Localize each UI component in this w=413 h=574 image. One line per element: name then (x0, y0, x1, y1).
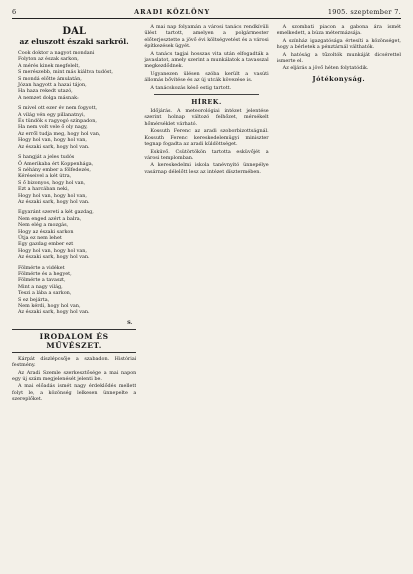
poem-line: Nem elég a mozgás, (18, 222, 69, 229)
poem-line: Ha nem volt vele ő oly nagy, (18, 124, 88, 131)
divider (154, 94, 258, 95)
section-title-hirek: HÍREK. (191, 98, 222, 107)
article-paragraph: A színház igazgatósága értesíti a közönséget, hogy a bérletek a pénztárnál válthatók. (276, 37, 401, 51)
poem-line: Mint a nagy világ, (18, 283, 63, 290)
article-paragraph: A hatóság a tűzoltók munkáját dicsérettel ismerte el. (276, 51, 401, 65)
poem-line: Egy gazdag ember ezt (18, 241, 74, 248)
poem-stanza (18, 50, 136, 101)
poem-line: Fölmérte a tavaszt, (18, 277, 66, 284)
article-paragraph: Ugyanezen ülésen szóba került a vasúti állomás bővítése és az új utcák kövezése is. (144, 70, 269, 84)
poem-line: Fölmérte a vidéket (18, 264, 65, 271)
poem-line: Hogy hol van, hogy hol van, (18, 192, 87, 199)
poem-line: Nem enged azért a balra, (18, 215, 82, 222)
poem-line: Teszi a lába a sarkon, (18, 290, 72, 297)
poem-line: Cook doktor a nagyot mondani (18, 50, 95, 56)
news-item: Esküvő. Csütörtökön tartotta esküvőjét a városi templomban. (144, 148, 269, 161)
poem-line: Az északi sark, hogy hol van. (18, 198, 90, 205)
poem-line: S mivel ott ezer év nem fogyott, (18, 105, 98, 112)
article-paragraph: Az Aradi Szemle szerkesztősége a mai napon egy új szám megjelenését jelenti be. (12, 369, 137, 383)
poem-body (12, 50, 136, 316)
poem-line: Ha haza rekedt utazó, (18, 88, 73, 95)
poem-line: S mondá előtte ámulatán, (18, 75, 82, 82)
poem-subtitle: az eluszott északi sarkról. (19, 37, 129, 46)
column-2-articles (144, 24, 268, 91)
poem-line: Folyton az észak sarkon, (18, 56, 79, 63)
section-title-jotekonysag: Jótékonyság. (312, 74, 366, 83)
news-notices (144, 108, 268, 175)
poem-signature: S. (127, 319, 133, 326)
poem-line: S merészebb, mint más kiáltva tudóst, (18, 69, 113, 76)
poem-line: S hangját a jeles tudós (18, 154, 75, 161)
article-paragraph: A tanács tagjai hosszas vita után elfogadták a javaslatot, amely szerint a munkálatok a tavasszal megkezdődnek. (144, 50, 269, 70)
poem-line: Az erről tudja meg, hogy hol van, (18, 130, 101, 137)
poem-stanza (18, 154, 136, 205)
poem-stanza (18, 105, 136, 150)
poem-line: Ezt a harcában neki, (18, 186, 70, 193)
poem-stanza (18, 209, 136, 260)
article-paragraph: A mai előadás ismét nagy érdeklődés mellett folyt le, a közönség lelkesen ünnepelte a szereplőket. (12, 383, 137, 403)
column-3 (277, 24, 401, 564)
poem-line: Hogy hol van, hogy hol van, (18, 247, 87, 254)
news-item: Kossuth Ferenc az aradi szoborbizottságnál. Kossuth Ferenc kereskedelemügyi miniszter tegnap fogadta az aradi küldöttséget. (144, 128, 269, 148)
poem-line: A világ vén egy pillanatnyi, (18, 111, 86, 118)
page-header (12, 8, 401, 19)
column-2 (144, 24, 268, 564)
poem-line: A nemzet dolga másnak: (18, 94, 79, 101)
poem-line: Hogy az északi sarkon (18, 228, 74, 235)
poem-line: S néhány ember a fölfedezés, (18, 166, 91, 173)
poem-line: A mérés kinek megfelelt, (18, 62, 80, 69)
poem-line: Hogy hol van, hogy hol van, (18, 137, 87, 144)
poem-line: S ez bejárta, (18, 296, 50, 303)
page-number: 6 (12, 8, 17, 16)
poem-line: Az északi sark, hogy hol van. (18, 309, 90, 316)
poem-stanza (18, 265, 136, 316)
poem-line: Útja ez nem lehet (18, 234, 62, 241)
news-item: Időjárás. A meteorológiai intézet jelentése szerint holnap változó felhőzet, mérsékelt hőmérséklet várható. (144, 108, 269, 127)
poem-line: Józan hagyott a hazai tájon, (18, 82, 87, 89)
poem-line: Egyaránt szereti a két gazdag, (18, 209, 94, 216)
news-item: A kereskedelmi iskola tanévnyitó ünnepélye vasárnap délelőtt lesz az intézet dísztermében. (144, 162, 269, 175)
poem-title: DAL (62, 26, 86, 37)
poem-line: S ő bizonyos, hogy hol van, (18, 179, 86, 186)
issue-date: 1905. szeptember 7. (327, 8, 401, 16)
section-title-irodalom: IRODALOM ÉS MŰVÉSZET. (12, 329, 136, 353)
column-1 (12, 24, 136, 564)
poem-line: Fölmérte és a hegyet, (18, 271, 72, 277)
irodalom-articles (12, 356, 136, 403)
poem-line: Az északi sark, hogy hol van. (18, 143, 90, 150)
poem-line: És tündök s ragyogó színpadon, (18, 118, 97, 125)
article-paragraph: A mai nap folyamán a városi tanács rendkívüli ülést tartott, amelyen a polgármester előterjesztette a jövő évi költségvetést és a városi építkezések ügyét. (144, 24, 269, 50)
poem-line: Az északi sark, hogy hol van. (18, 254, 90, 261)
article-paragraph: A tanácskozás késő estig tartott. (150, 84, 232, 91)
article-paragraph: Kárpát díszlépcsője a szabadon. Históriai festmény. (12, 355, 137, 369)
paper-name: ARADI KÖZLÖNY (134, 8, 211, 16)
poem-line: Nem kérdi, hogy hol van, (18, 303, 81, 310)
article-paragraph: A szombati piacon a gabona ára ismét emelkedett, a búza métermázsája. (276, 24, 401, 37)
poem-line: Ő Amerikaba ért Koppenhága, (18, 160, 94, 167)
column-3-articles (277, 24, 401, 72)
poem-line: Kéréseivel a két útra, (18, 173, 72, 180)
article-paragraph: Az eljárás a jövő héten folytatódik. (282, 65, 369, 72)
columns (12, 24, 401, 564)
